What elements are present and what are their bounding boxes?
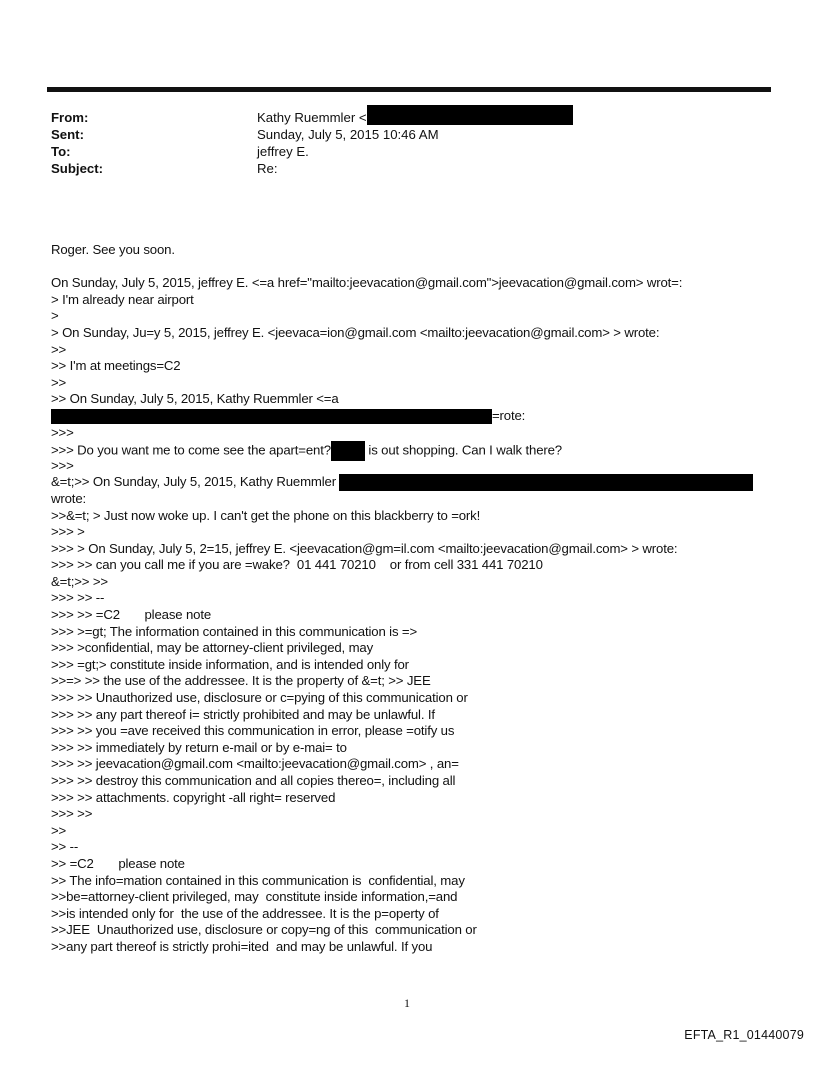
body-line xyxy=(51,723,753,740)
body-line xyxy=(51,873,753,890)
line-text: >>> >> Unauthorized use, disclosure or c=pying of this communication or xyxy=(51,690,468,706)
body-line xyxy=(51,657,753,674)
email-body xyxy=(51,242,753,956)
line-text: >>=> >> the use of the addressee. It is the property of &=t; >> JEE xyxy=(51,673,431,689)
body-line xyxy=(51,906,753,923)
line-text: &=t;>> On Sunday, July 5, 2015, Kathy Ruemmler xyxy=(51,474,340,490)
body-line xyxy=(51,358,753,375)
line-text: On Sunday, July 5, 2015, jeffrey E. <=a href="mailto:jeevacation@gmail.com">jeevacation@gmail.com> wrot=: xyxy=(51,275,683,291)
redaction-box xyxy=(331,441,365,461)
from-row xyxy=(51,109,573,126)
line-text: >>> =gt;> constitute inside information, and is intended only for xyxy=(51,656,409,672)
body-line xyxy=(51,740,753,757)
from-value: Kathy Ruemmler < xyxy=(257,110,367,125)
body-line xyxy=(51,292,753,309)
line-text: >>> >> xyxy=(51,806,93,822)
body-line xyxy=(51,790,753,807)
body-line xyxy=(51,856,753,873)
line-text: >>is intended only for the use of the addressee. It is the p=operty of xyxy=(51,905,439,921)
line-text: >>> Do you want me to come see the apart=ent? xyxy=(51,442,331,458)
subject-value: Re: xyxy=(257,161,278,176)
line-text: wrote: xyxy=(51,490,87,506)
line-text: >>> >=gt; The information contained in this communication is => xyxy=(51,623,418,639)
line-text: Roger. See you soon. xyxy=(51,242,175,257)
line-text: > xyxy=(51,308,59,324)
body-line xyxy=(51,590,753,607)
line-text: >>> >> you =ave received this communication in error, please =otify us xyxy=(51,723,455,739)
line-text: >>> >> attachments. copyright -all right= reserved xyxy=(51,789,336,805)
from-label: From: xyxy=(51,110,89,125)
line-text: >>> >> immediately by return e-mail or by e-mai= to xyxy=(51,739,347,755)
line-text: >>&=t; > Just now woke up. I can't get the phone on this blackberry to =ork! xyxy=(51,507,481,523)
line-text: >>> >confidential, may be attorney-client privileged, may xyxy=(51,640,374,656)
body-line xyxy=(51,690,753,707)
body-line xyxy=(51,375,753,392)
line-text: >>> xyxy=(51,457,74,473)
line-text: >> I'm at meetings=C2 xyxy=(51,358,181,374)
sent-value: Sunday, July 5, 2015 10:46 AM xyxy=(257,127,439,142)
bates-number: EFTA_R1_01440079 xyxy=(684,1028,804,1042)
body-line xyxy=(51,756,753,773)
body-line xyxy=(51,491,753,508)
body-line xyxy=(51,508,753,525)
body-line xyxy=(51,557,753,574)
redaction-box xyxy=(367,105,573,125)
line-text: >> xyxy=(51,374,67,390)
line-text: >>> > On Sunday, July 5, 2=15, jeffrey E. <jeevacation@gm=il.com <mailto:jeevacation@gmail.com> > wrote: xyxy=(51,540,678,556)
line-text: > On Sunday, Ju=y 5, 2015, jeffrey E. <jeevaca=ion@gmail.com <mailto:jeevacation@gmail.com> > wrote: xyxy=(51,324,660,340)
line-text: >> On Sunday, July 5, 2015, Kathy Ruemmler <=a xyxy=(51,391,339,407)
body-line xyxy=(51,640,753,657)
body-line xyxy=(51,773,753,790)
line-text: >>> >> any part thereof i= strictly prohibited and may be unlawful. If xyxy=(51,706,435,722)
line-text: >> The info=mation contained in this communication is confidential, may xyxy=(51,872,465,888)
line-text: >>> >> can you call me if you are =wake? 01 441 70210 or from cell 331 441 70210 xyxy=(51,557,543,573)
body-line xyxy=(51,308,753,325)
sent-label: Sent: xyxy=(51,127,84,142)
body-line xyxy=(51,707,753,724)
email-header xyxy=(51,109,573,177)
line-text: >>JEE Unauthorized use, disclosure or copy=ng of this communication or xyxy=(51,922,477,938)
line-text: >> xyxy=(51,822,67,838)
body-line xyxy=(51,259,753,276)
sent-row xyxy=(51,126,573,143)
body-line xyxy=(51,922,753,939)
redaction-box xyxy=(51,409,492,424)
page-number: 1 xyxy=(404,996,410,1010)
body-line xyxy=(51,624,753,641)
to-row xyxy=(51,143,573,160)
header-divider xyxy=(47,87,771,92)
body-line xyxy=(51,541,753,558)
line-text: >> =C2 please note xyxy=(51,855,185,871)
line-text: >>> >> destroy this communication and all copies thereo=, including all xyxy=(51,773,456,788)
body-line xyxy=(51,275,753,292)
line-text: >>> >> =C2 please note xyxy=(51,607,212,623)
line-text: > I'm already near airport xyxy=(51,291,194,307)
line-text: >>be=attorney-client privileged, may constitute inside information,=and xyxy=(51,889,458,905)
subject-label: Subject: xyxy=(51,161,104,176)
body-line xyxy=(51,458,753,475)
line-text: >> xyxy=(51,341,67,357)
body-line xyxy=(51,673,753,690)
line-text: >>> > xyxy=(51,524,85,540)
line-text: >>> >> -- xyxy=(51,590,105,606)
body-line xyxy=(51,425,753,442)
body-line xyxy=(51,408,753,425)
body-line xyxy=(51,806,753,823)
body-line xyxy=(51,474,753,491)
body-line xyxy=(51,889,753,906)
body-line xyxy=(51,441,753,458)
body-line xyxy=(51,391,753,408)
line-text: >>any part thereof is strictly prohi=ited and may be unlawful. If you xyxy=(51,938,433,954)
redaction-box xyxy=(339,474,753,491)
body-line xyxy=(51,939,753,956)
line-text: &=t;>> >> xyxy=(51,573,108,589)
line-text: =rote: xyxy=(492,407,526,423)
body-line xyxy=(51,823,753,840)
line-text: >>> >> jeevacation@gmail.com <mailto:jeevacation@gmail.com> , an= xyxy=(51,756,459,772)
subject-row xyxy=(51,160,573,177)
line-text: >> -- xyxy=(51,839,79,855)
body-line xyxy=(51,242,753,259)
body-line xyxy=(51,325,753,342)
body-line xyxy=(51,839,753,856)
body-line xyxy=(51,607,753,624)
body-line xyxy=(51,342,753,359)
line-text: >>> xyxy=(51,424,74,440)
to-label: To: xyxy=(51,144,71,159)
line-text: is out shopping. Can I walk there? xyxy=(364,442,562,458)
body-line xyxy=(51,524,753,541)
to-value: jeffrey E. xyxy=(257,144,309,159)
body-line xyxy=(51,574,753,591)
